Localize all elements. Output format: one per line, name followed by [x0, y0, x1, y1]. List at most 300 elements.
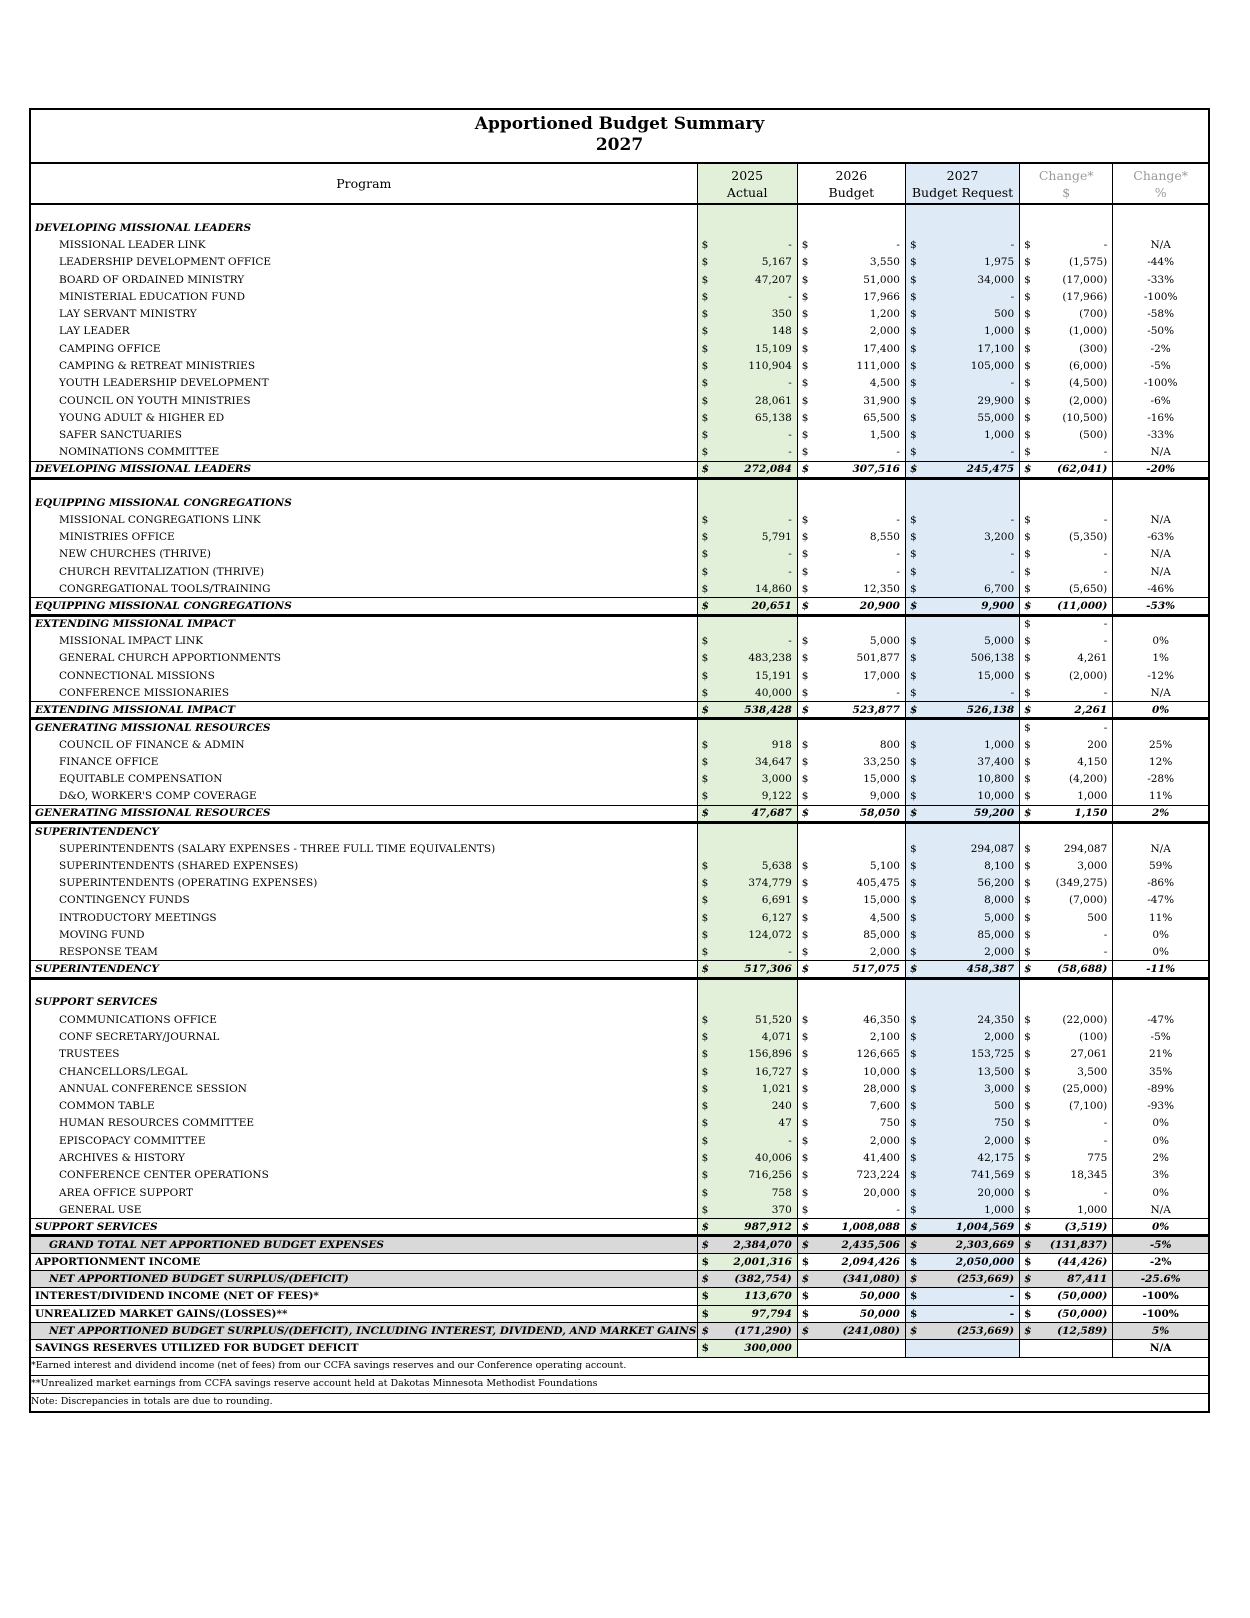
cell-value: 28,061 [755, 394, 792, 407]
request-2027-cell [905, 650, 1019, 667]
cell-value: 741,569 [970, 1169, 1015, 1182]
change-dollars-cell [1020, 1236, 1113, 1253]
currency-symbol: $ [909, 756, 917, 769]
cell-value: 1,008,088 [841, 1220, 900, 1233]
cell-value: (10,500) [1062, 411, 1108, 424]
page-title: Apportioned Budget Summary [474, 114, 765, 134]
currency-symbol: $ [1024, 1220, 1032, 1233]
change-dollars-cell [1020, 650, 1113, 667]
program-label [31, 478, 697, 494]
cell-value: 153,725 [970, 1048, 1015, 1061]
footnote-text: Note: Discrepancies in totals are due to rounding. [31, 1396, 273, 1408]
program-label [31, 736, 697, 753]
table-row [31, 271, 1208, 288]
cell-value: 4,500 [869, 377, 900, 390]
change-dollars-cell [1020, 1305, 1113, 1322]
change-dollars-cell [1020, 1340, 1113, 1357]
table-row [31, 323, 1208, 340]
cell-value: (25,000) [1062, 1082, 1108, 1095]
program-label-text: COUNCIL OF FINANCE & ADMIN [59, 738, 245, 751]
change-dollars-cell [1020, 874, 1113, 891]
currency-symbol: $ [909, 738, 917, 751]
cell-value: 124,072 [748, 929, 792, 942]
currency-symbol: $ [909, 1255, 918, 1268]
change-percent-cell: 21% [1113, 1046, 1208, 1063]
table-row [31, 944, 1208, 961]
change-dollars-cell [1020, 1322, 1113, 1339]
program-label-text: GENERATING MISSIONAL RESOURCES [35, 722, 271, 735]
currency-symbol: $ [909, 582, 917, 595]
program-label [31, 961, 697, 978]
cell-value: 405,475 [856, 877, 900, 890]
actual-2025-cell [697, 1184, 797, 1201]
currency-symbol: $ [909, 599, 918, 612]
budget-2026-cell [797, 427, 905, 444]
request-2027-cell [905, 702, 1019, 719]
spacer-row [31, 478, 1208, 494]
cell-value: (17,966) [1062, 290, 1108, 303]
currency-symbol: $ [909, 290, 917, 303]
change-percent-cell: 59% [1113, 857, 1208, 874]
request-2027-cell [905, 1219, 1019, 1236]
request-2027-cell [905, 788, 1019, 805]
table-row [31, 254, 1208, 271]
currency-symbol: $ [909, 325, 917, 338]
currency-symbol: $ [909, 238, 917, 251]
actual-2025-cell [697, 427, 797, 444]
currency-symbol: $ [801, 238, 809, 251]
currency-symbol: $ [801, 652, 809, 665]
program-label [31, 1288, 697, 1305]
cell-value: (1,575) [1069, 256, 1108, 269]
budget-2026-cell [797, 944, 905, 961]
currency-symbol: $ [701, 1065, 709, 1078]
table-row [31, 1011, 1208, 1028]
actual-2025-cell [697, 1063, 797, 1080]
currency-symbol: $ [909, 1325, 918, 1338]
change-dollars-cell [1020, 219, 1113, 236]
program-label [31, 461, 697, 478]
budget-2026-cell [797, 340, 905, 357]
program-label [31, 1132, 697, 1149]
budget-2026-cell [797, 909, 905, 926]
spacer-row [31, 204, 1208, 219]
request-2027-cell [905, 805, 1019, 822]
program-label-text: MOVING FUND [59, 929, 145, 942]
program-label-text: ANNUAL CONFERENCE SESSION [59, 1082, 247, 1095]
header-program: Program [31, 164, 697, 204]
cell-value: 1,150 [1074, 807, 1108, 820]
change-percent-cell: -28% [1113, 771, 1208, 788]
change-dollars-cell [1020, 1098, 1113, 1115]
budget-2026-cell [797, 632, 905, 649]
cell-value: 1,000 [984, 738, 1015, 751]
cell-value: 5,791 [761, 531, 792, 544]
cell-value: (62,041) [1057, 463, 1108, 476]
change-dollars-cell [1020, 340, 1113, 357]
cell-value: (6,000) [1069, 360, 1108, 373]
request-2027-cell [905, 375, 1019, 392]
cell-value: (700) [1079, 308, 1108, 321]
currency-symbol: $ [801, 1082, 809, 1095]
table-row [31, 375, 1208, 392]
actual-2025-cell [697, 305, 797, 322]
income-row [31, 1340, 1208, 1357]
currency-symbol: $ [701, 1186, 709, 1199]
currency-symbol: $ [909, 1220, 918, 1233]
actual-2025-cell [697, 288, 797, 305]
cell-value: 2,001,316 [733, 1255, 792, 1268]
summary-row [31, 1236, 1208, 1253]
program-label [31, 944, 697, 961]
cell-value: 4,071 [761, 1031, 792, 1043]
currency-symbol: $ [1024, 238, 1031, 251]
change-dollars-cell [1020, 323, 1113, 340]
currency-symbol: $ [909, 1290, 918, 1303]
change-percent-cell [1113, 994, 1208, 1011]
request-2027-cell [905, 288, 1019, 305]
change-dollars-cell [1020, 1046, 1113, 1063]
budget-2026-cell [797, 1098, 905, 1115]
program-label [31, 1046, 697, 1063]
currency-symbol: $ [701, 342, 709, 355]
request-2027-cell [905, 632, 1019, 649]
program-label-text: CONNECTIONAL MISSIONS [59, 669, 215, 682]
request-2027-cell [905, 1167, 1019, 1184]
change-percent-cell: -53% [1113, 598, 1208, 615]
cell-value: 918 [771, 738, 792, 751]
program-label [31, 1271, 697, 1288]
cell-value: 526,138 [966, 703, 1015, 716]
actual-2025-cell [697, 840, 797, 857]
program-label [31, 719, 697, 736]
program-label-text: SAVINGS RESERVES UTILIZED FOR BUDGET DEFICIT [35, 1342, 359, 1355]
change-percent-cell: -16% [1113, 409, 1208, 426]
currency-symbol: $ [1024, 877, 1031, 890]
currency-symbol: $ [701, 531, 709, 544]
change-dollars-cell [1020, 1167, 1113, 1184]
currency-symbol: $ [1024, 1013, 1031, 1026]
budget-2026-cell [797, 771, 905, 788]
currency-symbol: $ [909, 686, 917, 699]
footnote-row [31, 1357, 1208, 1375]
currency-symbol: $ [1024, 894, 1031, 907]
budget-2026-cell [797, 1046, 905, 1063]
currency-symbol: $ [801, 565, 809, 578]
budget-2026-cell [797, 961, 905, 978]
request-2027-cell [905, 323, 1019, 340]
footnote [31, 1393, 1208, 1411]
program-label [31, 375, 697, 392]
change-dollars-cell [1020, 1288, 1113, 1305]
currency-symbol: $ [701, 1325, 709, 1338]
cell-value: (131,837) [1049, 1239, 1108, 1252]
cell-value: 10,000 [977, 790, 1015, 803]
change-dollars-cell [1020, 1132, 1113, 1149]
cell-value: - [1103, 513, 1108, 526]
program-label [31, 1219, 697, 1236]
request-2027-cell [905, 736, 1019, 753]
change-percent-cell: 11% [1113, 788, 1208, 805]
cell-value: 40,006 [755, 1152, 792, 1165]
currency-symbol: $ [1024, 377, 1031, 390]
cell-value: 1,000 [984, 1203, 1015, 1216]
change-percent-cell: -100% [1113, 1305, 1208, 1322]
program-label-text: MINISTERIAL EDUCATION FUND [59, 290, 246, 303]
currency-symbol: $ [701, 1152, 709, 1165]
program-label [31, 323, 697, 340]
change-percent-cell: 3% [1113, 1167, 1208, 1184]
currency-symbol: $ [1024, 1082, 1031, 1095]
table-row [31, 1080, 1208, 1097]
change-percent-cell: 0% [1113, 926, 1208, 943]
cell-value: 500 [994, 308, 1015, 321]
currency-symbol: $ [1024, 1186, 1031, 1199]
program-label-text: NET APPORTIONED BUDGET SURPLUS/(DEFICIT), INCLUDING INTEREST, DIVIDEND, AND MARKET GAINS [49, 1325, 697, 1338]
cell-value: - [1103, 1134, 1108, 1147]
cell-value: - [1103, 946, 1108, 959]
program-label-text: FINANCE OFFICE [59, 756, 159, 769]
budget-2026-cell [797, 444, 905, 461]
change-dollars-cell [1020, 892, 1113, 909]
change-dollars-cell [1020, 632, 1113, 649]
currency-symbol: $ [1024, 756, 1031, 769]
currency-symbol: $ [801, 1290, 810, 1303]
cell-value: 294,087 [1063, 842, 1108, 855]
change-dollars-cell [1020, 392, 1113, 409]
program-label-text: NET APPORTIONED BUDGET SURPLUS/(DEFICIT) [49, 1273, 349, 1286]
footnote [31, 1375, 1208, 1393]
cell-value: - [788, 565, 792, 578]
program-label-text: GENERAL CHURCH APPORTIONMENTS [59, 652, 281, 665]
cell-value: 458,387 [966, 963, 1015, 976]
currency-symbol: $ [701, 411, 709, 424]
table-row [31, 1028, 1208, 1045]
cell-value: 15,191 [755, 669, 792, 682]
cell-value: - [896, 513, 900, 526]
program-label-text: COMMON TABLE [59, 1100, 155, 1113]
change-percent-cell: 0% [1113, 632, 1208, 649]
currency-symbol: $ [909, 377, 917, 390]
change-dollars-cell [1020, 1063, 1113, 1080]
section-total-row [31, 702, 1208, 719]
cell-value: 20,000 [863, 1186, 900, 1199]
currency-symbol: $ [909, 342, 917, 355]
cell-value: 2,094,426 [841, 1255, 900, 1268]
currency-symbol: $ [801, 634, 809, 647]
change-percent-cell: N/A [1113, 1340, 1208, 1357]
currency-symbol: $ [801, 1065, 809, 1078]
change-percent-cell [1113, 719, 1208, 736]
change-percent-cell: -58% [1113, 305, 1208, 322]
change-percent-cell: -46% [1113, 580, 1208, 597]
currency-symbol: $ [801, 290, 809, 303]
request-2027-cell [905, 392, 1019, 409]
cell-value: (50,000) [1057, 1290, 1108, 1303]
currency-symbol: $ [701, 513, 709, 526]
change-dollars-cell [1020, 511, 1113, 528]
currency-symbol: $ [701, 790, 709, 803]
cell-value: 20,000 [977, 1186, 1015, 1199]
actual-2025-cell [697, 788, 797, 805]
currency-symbol: $ [909, 1117, 917, 1130]
change-percent-cell: -100% [1113, 375, 1208, 392]
section-header-row [31, 219, 1208, 236]
program-label [31, 1115, 697, 1132]
budget-2026-cell [797, 650, 905, 667]
budget-2026-cell [797, 1253, 905, 1270]
budget-2026-cell [797, 615, 905, 632]
cell-value: 17,400 [863, 342, 900, 355]
program-label-text: DEVELOPING MISSIONAL LEADERS [35, 221, 252, 234]
cell-value: 50,000 [859, 1290, 900, 1303]
currency-symbol: $ [701, 963, 709, 976]
currency-symbol: $ [801, 963, 810, 976]
currency-symbol: $ [801, 790, 809, 803]
change-dollars-cell [1020, 1080, 1113, 1097]
currency-symbol: $ [701, 1169, 709, 1182]
cell-value: - [1009, 1290, 1015, 1303]
currency-symbol: $ [701, 1203, 709, 1216]
table-row [31, 529, 1208, 546]
table-row [31, 1115, 1208, 1132]
change-percent-cell: 1% [1113, 650, 1208, 667]
cell-value: 47,207 [755, 273, 792, 286]
change-dollars-cell [1020, 857, 1113, 874]
program-label-text: EXTENDING MISSIONAL IMPACT [35, 618, 236, 631]
request-2027-cell [905, 1098, 1019, 1115]
currency-symbol: $ [801, 548, 809, 561]
cell-value: (341,080) [842, 1273, 900, 1286]
cell-value: 370 [771, 1203, 792, 1216]
cell-value: 374,779 [748, 877, 792, 890]
summary-row [31, 1271, 1208, 1288]
table-row [31, 444, 1208, 461]
actual-2025-cell [697, 444, 797, 461]
request-2027-cell [905, 615, 1019, 632]
cell-value: (500) [1079, 429, 1108, 442]
program-label [31, 1253, 697, 1270]
budget-2026-cell [797, 702, 905, 719]
budget-2026-cell [797, 788, 905, 805]
currency-symbol: $ [1024, 669, 1031, 682]
cell-value: 2,261 [1074, 703, 1108, 716]
currency-symbol: $ [1024, 634, 1031, 647]
budget-2026-cell [797, 736, 905, 753]
request-2027-cell [905, 840, 1019, 857]
budget-2026-cell [797, 1201, 905, 1218]
change-percent-cell: -47% [1113, 1011, 1208, 1028]
program-label [31, 511, 697, 528]
header-row [31, 164, 1208, 204]
actual-2025-cell [697, 736, 797, 753]
actual-2025-cell [697, 805, 797, 822]
change-dollars-cell [1020, 478, 1113, 494]
currency-symbol: $ [701, 238, 709, 251]
currency-symbol: $ [701, 1117, 709, 1130]
program-label [31, 1063, 697, 1080]
spacer-row [31, 978, 1208, 994]
cell-value: (241,080) [842, 1325, 900, 1338]
request-2027-cell [905, 1201, 1019, 1218]
cell-value: (1,000) [1069, 325, 1108, 338]
currency-symbol: $ [909, 807, 918, 820]
change-percent-cell: 12% [1113, 753, 1208, 770]
request-2027-cell [905, 1132, 1019, 1149]
currency-symbol: $ [909, 1186, 917, 1199]
cell-value: 2,000 [869, 946, 900, 959]
table-row [31, 409, 1208, 426]
currency-symbol: $ [701, 703, 709, 716]
currency-symbol: $ [701, 325, 709, 338]
change-percent-cell: -2% [1113, 340, 1208, 357]
currency-symbol: $ [801, 703, 810, 716]
request-2027-cell [905, 1253, 1019, 1270]
currency-symbol: $ [1024, 773, 1031, 786]
change-dollars-cell [1020, 427, 1113, 444]
currency-symbol: $ [701, 773, 709, 786]
cell-value: (58,688) [1057, 963, 1108, 976]
cell-value: 18,345 [1070, 1169, 1108, 1182]
cell-value: - [896, 1203, 900, 1216]
request-2027-cell [905, 1115, 1019, 1132]
budget-2026-cell [797, 511, 905, 528]
cell-value: 47,687 [751, 807, 792, 820]
cell-value: - [788, 446, 792, 459]
cell-value: 307,516 [852, 463, 900, 476]
cell-value: - [1103, 929, 1108, 942]
cell-value: (5,650) [1069, 582, 1108, 595]
cell-value: 3,500 [1077, 1065, 1108, 1078]
change-percent-cell [1113, 823, 1208, 840]
cell-value: 3,550 [869, 256, 900, 269]
currency-symbol: $ [801, 377, 809, 390]
program-label-text: CONGREGATIONAL TOOLS/TRAINING [59, 582, 271, 595]
change-percent-cell: 25% [1113, 736, 1208, 753]
budget-2026-cell [797, 375, 905, 392]
cell-value: 10,000 [863, 1065, 900, 1078]
change-percent-cell: N/A [1113, 444, 1208, 461]
currency-symbol: $ [1024, 360, 1031, 373]
program-label-text: CAMPING & RETREAT MINISTRIES [59, 360, 256, 373]
budget-2026-cell [797, 892, 905, 909]
change-percent-cell: 5% [1113, 1322, 1208, 1339]
budget-2026-cell [797, 1288, 905, 1305]
actual-2025-cell [697, 1305, 797, 1322]
actual-2025-cell [697, 823, 797, 840]
cell-value: 500 [994, 1100, 1015, 1113]
header-2027-request: 2027 Budget Request [905, 164, 1019, 204]
currency-symbol: $ [1024, 946, 1031, 959]
cell-value: - [788, 1134, 792, 1147]
cell-value: 47 [778, 1117, 792, 1130]
cell-value: 24,350 [977, 1013, 1015, 1026]
cell-value: (7,100) [1069, 1100, 1108, 1113]
change-percent-cell: 0% [1113, 1184, 1208, 1201]
cell-value: - [1103, 634, 1108, 647]
program-label-text: LAY SERVANT MINISTRY [59, 308, 197, 321]
currency-symbol: $ [909, 446, 917, 459]
change-percent-cell: N/A [1113, 684, 1208, 701]
table-row [31, 305, 1208, 322]
cell-value: 272,084 [744, 463, 792, 476]
table-row [31, 1132, 1208, 1149]
change-dollars-cell [1020, 375, 1113, 392]
actual-2025-cell [697, 375, 797, 392]
currency-symbol: $ [909, 790, 917, 803]
program-label-text [31, 481, 35, 493]
cell-value: 716,256 [748, 1169, 792, 1182]
